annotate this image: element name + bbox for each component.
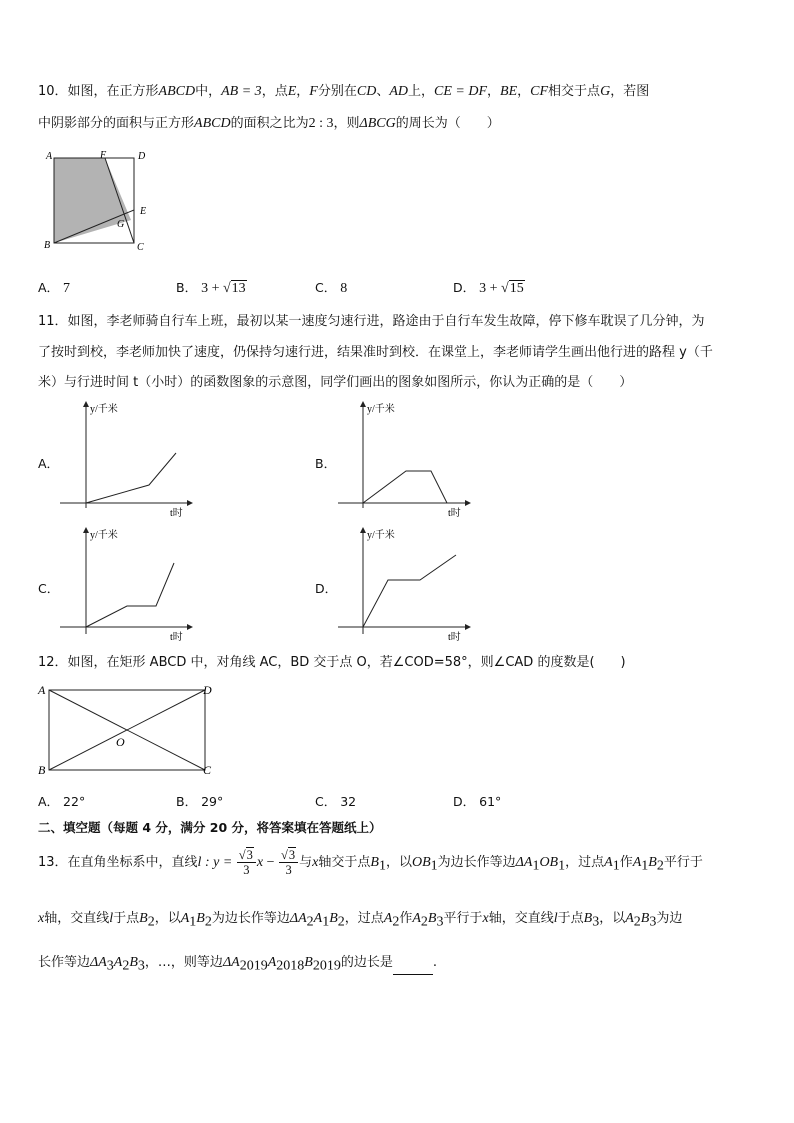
y-label: y/千米 xyxy=(90,530,118,541)
q12-rectangle-figure xyxy=(36,680,226,778)
graph-line xyxy=(86,563,174,627)
q12-line1: 12．如图，在矩形 ABCD 中，对角线 AC，BD 交于点 O，若∠COD=58°，则∠CAD 的度数是( ) xyxy=(38,655,626,670)
label-g: G xyxy=(117,219,125,230)
q11-graph-c xyxy=(60,524,200,646)
q11-option-c[interactable]: C． xyxy=(38,581,60,596)
fraction-sqrt3-over-3: $\frac{√3}{3}$ xyxy=(237,848,256,877)
q10-option-b[interactable]: B． 3 + √13 xyxy=(176,280,246,296)
fraction-sqrt3-over-3-b: $\frac{√3}{3}$ xyxy=(279,848,298,877)
q12-option-d[interactable]: D． 61° xyxy=(453,794,502,809)
q10-line1: 10．如图，在正方形ABCD中，AB = 3，点E，F分别在CD、AD上，CE = DF，BE，CF相交于点G，若图 xyxy=(38,84,650,99)
graph-line xyxy=(363,555,456,627)
q11-graph-a xyxy=(60,398,200,520)
q13-line3: 长作等边$\Delta A_3A_2B_3$，…，则等边$\Delta A_{2019}A_{2018}B_{2019}$的边长是 . xyxy=(38,955,437,974)
q13-line1: 13．在直角坐标系中，直线l : y = $\frac{√3}{3}$ x − $\frac{√3}{3}$ 与x轴交于点$B_1$，以$OB_1$为边长作等边$\Delta A_1OB_1$，过点$A_1$作$A_1B_2$平行于 xyxy=(38,848,703,877)
q10-option-a[interactable]: A． 7 xyxy=(38,280,71,296)
q11-option-b[interactable]: B． xyxy=(315,456,337,471)
q11-graph-b xyxy=(338,398,478,520)
label-c: C xyxy=(203,763,212,777)
label-b: B xyxy=(44,240,51,251)
q13-line2: x轴，交直线l于点$B_2$，以$A_1B_2$为边长作等边$\Delta A_2A_1B_2$，过点$A_2$作$A_2B_3$平行于x轴，交直线l于点$B_3$，以$A_2B_3$为边 xyxy=(38,911,683,930)
label-a: A xyxy=(46,151,53,162)
q11-option-a[interactable]: A． xyxy=(38,456,60,471)
label-a: A xyxy=(38,683,46,697)
x-label: t时 xyxy=(448,508,461,519)
y-label: y/千米 xyxy=(367,530,395,541)
q10-line2: 中阴影部分的面积与正方形ABCD的面积之比为2 : 3，则ΔBCG的周长为（ ） xyxy=(38,116,500,131)
q11-option-d[interactable]: D． xyxy=(315,581,338,596)
q12-option-a[interactable]: A． 22° xyxy=(38,794,86,809)
q10-option-d[interactable]: D． 3 + √15 xyxy=(453,280,524,296)
q10-square-figure xyxy=(38,148,158,254)
q12-option-c[interactable]: C． 32 xyxy=(315,794,357,809)
q11-line1: 11．如图，李老师骑自行车上班，最初以某一速度匀速行进，路途由于自行车发生故障，停下修车耽误了几分钟，为 xyxy=(38,314,705,329)
x-label: t时 xyxy=(170,508,183,519)
graph-line xyxy=(86,453,176,503)
q11-line2: 了按时到校，李老师加快了速度，仍保持匀速行进，结果准时到校．在课堂上，李老师请学生画出他行进的路程 y（千 xyxy=(38,345,713,360)
label-f: F xyxy=(100,150,107,161)
q11-graph-d xyxy=(338,524,478,646)
q10-option-c[interactable]: C． 8 xyxy=(315,280,348,296)
q12-option-b[interactable]: B． 29° xyxy=(176,794,224,809)
y-label: y/千米 xyxy=(367,404,395,415)
label-e: E xyxy=(140,206,147,217)
section-heading: 二、填空题（每题 4 分，满分 20 分，将答案填在答题纸上） xyxy=(38,820,382,835)
answer-blank[interactable] xyxy=(393,962,433,975)
label-b: B xyxy=(38,763,46,777)
label-o: O xyxy=(116,735,125,749)
x-label: t时 xyxy=(448,632,461,643)
label-d: D xyxy=(138,151,146,162)
graph-line xyxy=(363,471,447,503)
y-label: y/千米 xyxy=(90,404,118,415)
x-label: t时 xyxy=(170,632,183,643)
q11-line3: 米）与行进时间 t（小时）的函数图象的示意图，同学们画出的图象如图所示，你认为正确的是（ ） xyxy=(38,375,633,390)
label-c: C xyxy=(137,242,144,253)
label-d: D xyxy=(203,683,212,697)
